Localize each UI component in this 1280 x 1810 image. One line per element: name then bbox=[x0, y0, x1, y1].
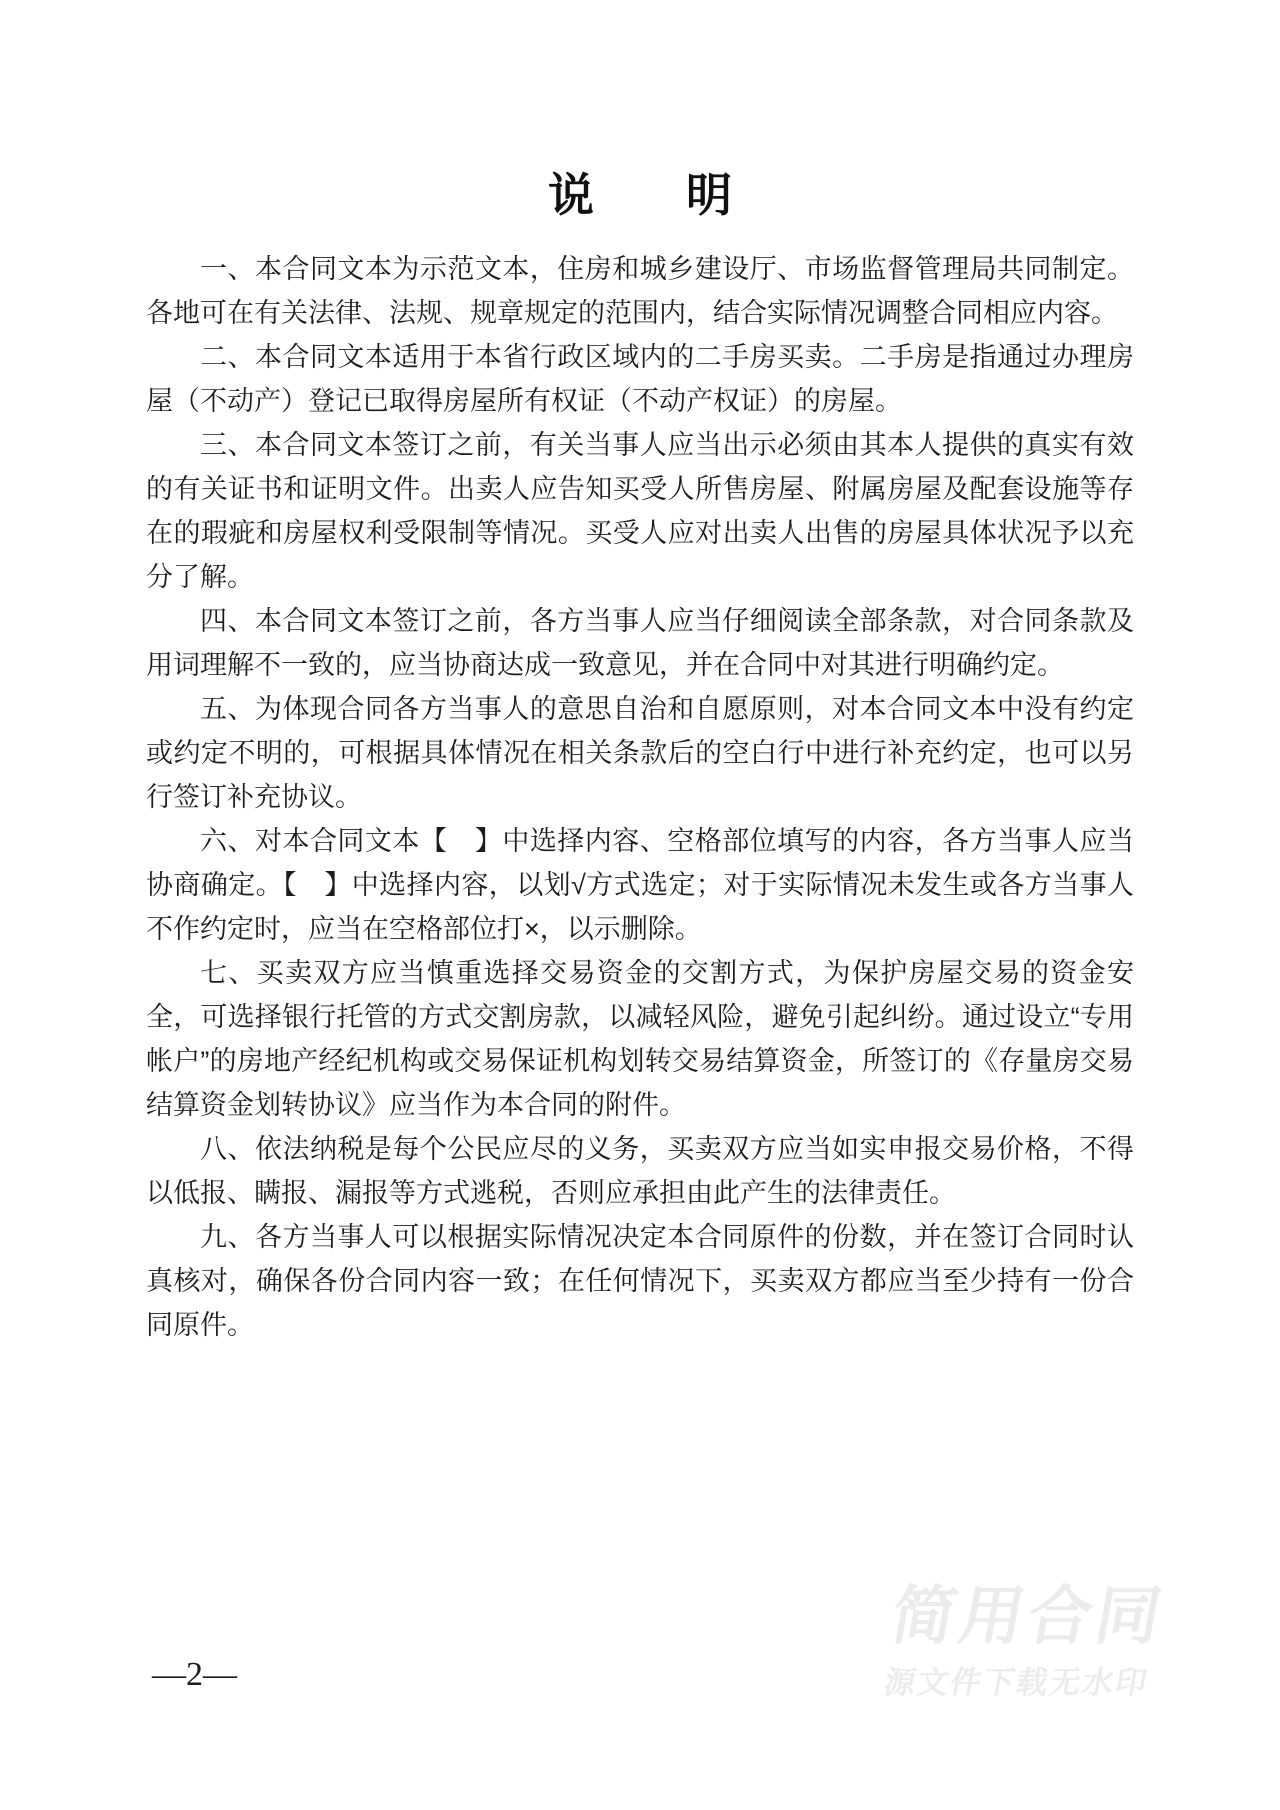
instructions-body bbox=[146, 247, 1134, 1347]
paragraph: 五、为体现合同各方当事人的意思自治和自愿原则，对本合同文本中没有约定或约定不明的，可根据具体情况在相关条款后的空白行中进行补充约定，也可以另行签订补充协议。 bbox=[146, 694, 1134, 812]
paragraph: 九、各方当事人可以根据实际情况决定本合同原件的份数，并在签订合同时认真核对，确保各份合同内容一致；在任何情况下，买卖双方都应当至少持有一份合同原件。 bbox=[146, 1222, 1134, 1340]
page-number: —2— bbox=[152, 1656, 237, 1693]
watermark-sub-text: 源文件下载无水印 bbox=[881, 1665, 1152, 1700]
paragraph: 四、本合同文本签订之前，各方当事人应当仔细阅读全部条款，对合同条款及用词理解不一致的，应当协商达成一致意见，并在合同中对其进行明确约定。 bbox=[146, 606, 1134, 680]
paragraph: 二、本合同文本适用于本省行政区域内的二手房买卖。二手房是指通过办理房屋（不动产）登记已取得房屋所有权证（不动产权证）的房屋。 bbox=[146, 342, 1134, 416]
page-title: 说 明 bbox=[548, 169, 732, 221]
paragraph: 八、依法纳税是每个公民应尽的义务，买卖双方应当如实申报交易价格，不得以低报、瞒报、漏报等方式逃税，否则应承担由此产生的法律责任。 bbox=[146, 1134, 1134, 1208]
watermark-main-text: 简用合同 bbox=[885, 1580, 1171, 1652]
watermark bbox=[863, 1580, 1184, 1700]
paragraph: 三、本合同文本签订之前，有关当事人应当出示必须由其本人提供的真实有效的有关证书和证明文件。出卖人应告知买受人所售房屋、附属房屋及配套设施等存在的瑕疵和房屋权利受限制等情况。买受人应对出卖人出售的房屋具体状况予以充分了解。 bbox=[146, 430, 1134, 592]
paragraph: 六、对本合同文本【 】中选择内容、空格部位填写的内容，各方当事人应当协商确定。【 】中选择内容，以划√方式选定；对于实际情况未发生或各方当事人不作约定时，应当在空格部位打×，以示删除。 bbox=[146, 826, 1134, 944]
paragraph: 七、买卖双方应当慎重选择交易资金的交割方式，为保护房屋交易的资金安全，可选择银行托管的方式交割房款，以减轻风险，避免引起纠纷。通过设立“专用帐户”的房地产经纪机构或交易保证机构划转交易结算资金，所签订的《存量房交易结算资金划转协议》应当作为本合同的附件。 bbox=[146, 958, 1134, 1120]
paragraph: 一、本合同文本为示范文本，住房和城乡建设厅、市场监督管理局共同制定。各地可在有关法律、法规、规章规定的范围内，结合实际情况调整合同相应内容。 bbox=[146, 254, 1134, 328]
